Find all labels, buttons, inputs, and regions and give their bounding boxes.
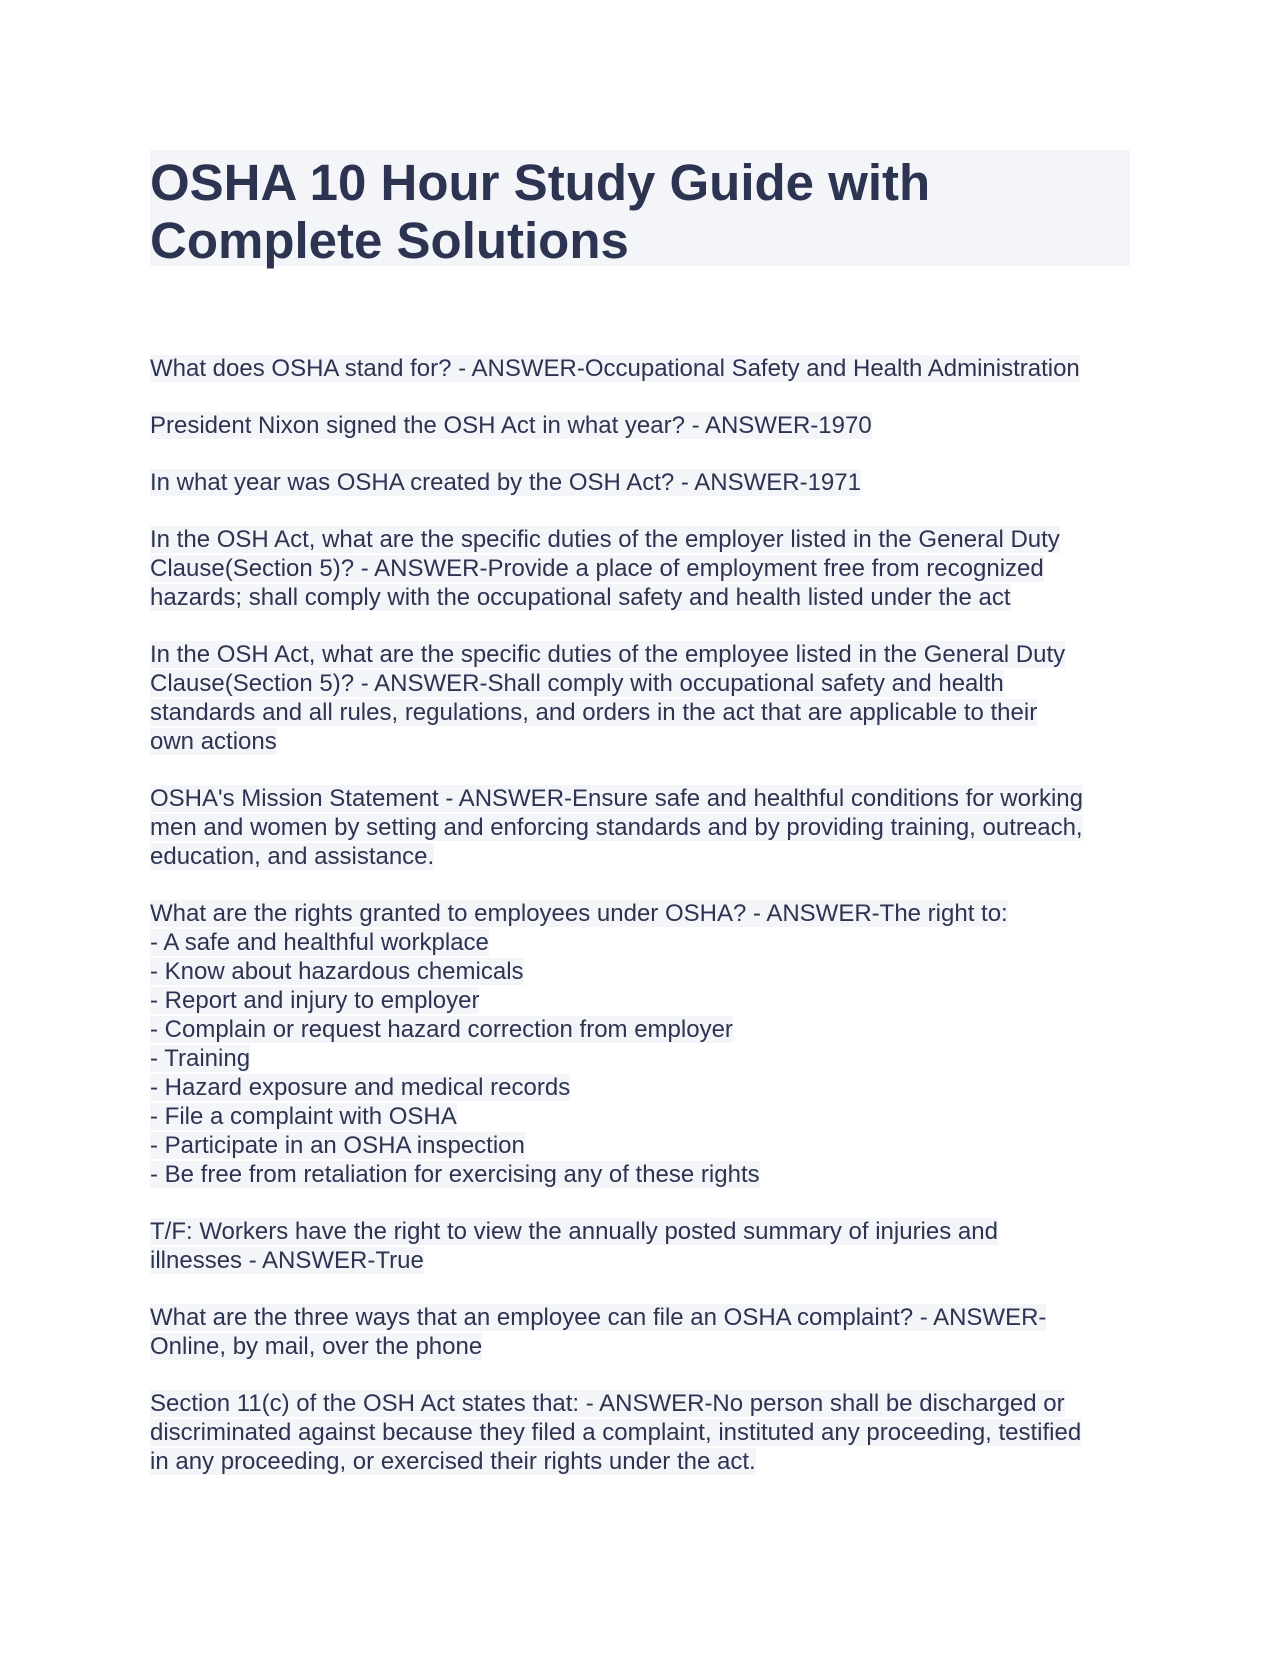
- qa-line: Section 11(c) of the OSH Act states that: - ANSWER-No person shall be discharged or: [150, 1390, 1065, 1417]
- qa-line: - Training: [150, 1045, 251, 1072]
- qa-line: Clause(Section 5)? - ANSWER-Provide a place of employment free from recognized: [150, 555, 1044, 582]
- title-block: [150, 150, 1130, 269]
- qa-item: [150, 899, 1130, 1189]
- qa-item: [150, 354, 1130, 383]
- document-page: [150, 150, 1130, 1504]
- qa-line: - File a complaint with OSHA: [150, 1103, 457, 1130]
- qa-line: own actions: [150, 728, 277, 755]
- qa-line: illnesses - ANSWER-True: [150, 1247, 424, 1274]
- qa-line: discriminated against because they filed a complaint, instituted any proceeding, testified: [150, 1419, 1082, 1446]
- qa-line: - Report and injury to employer: [150, 987, 480, 1014]
- qa-line: What does OSHA stand for? - ANSWER-Occupational Safety and Health Administration: [150, 355, 1080, 382]
- qa-line: - Know about hazardous chemicals: [150, 958, 524, 985]
- qa-line: President Nixon signed the OSH Act in what year? - ANSWER-1970: [150, 412, 872, 439]
- qa-item: [150, 1389, 1130, 1476]
- qa-line: standards and all rules, regulations, and orders in the act that are applicable to their: [150, 699, 1038, 726]
- qa-line: - A safe and healthful workplace: [150, 929, 489, 956]
- qa-line: OSHA's Mission Statement - ANSWER-Ensure safe and healthful conditions for working: [150, 785, 1083, 812]
- qa-line: - Be free from retaliation for exercising any of these rights: [150, 1161, 760, 1188]
- qa-item: [150, 1217, 1130, 1275]
- qa-line: hazards; shall comply with the occupational safety and health listed under the act: [150, 584, 1011, 611]
- qa-line: What are the rights granted to employees under OSHA? - ANSWER-The right to:: [150, 900, 1008, 927]
- qa-item: [150, 411, 1130, 440]
- document-title: OSHA 10 Hour Study Guide with Complete Solutions: [150, 154, 931, 269]
- qa-line: men and women by setting and enforcing standards and by providing training, outreach,: [150, 814, 1083, 841]
- qa-line: Online, by mail, over the phone: [150, 1333, 483, 1360]
- qa-item: [150, 525, 1130, 612]
- qa-line: In the OSH Act, what are the specific duties of the employee listed in the General Duty: [150, 641, 1066, 668]
- qa-item: [150, 468, 1130, 497]
- qa-line: What are the three ways that an employee can file an OSHA complaint? - ANSWER-: [150, 1304, 1047, 1331]
- qa-item: [150, 640, 1130, 756]
- qa-line: Clause(Section 5)? - ANSWER-Shall comply with occupational safety and health: [150, 670, 1004, 697]
- qa-line: In what year was OSHA created by the OSH Act? - ANSWER-1971: [150, 469, 861, 496]
- qa-item: [150, 1303, 1130, 1361]
- qa-item: [150, 784, 1130, 871]
- qa-line: in any proceeding, or exercised their rights under the act.: [150, 1448, 756, 1475]
- qa-line: education, and assistance.: [150, 843, 435, 870]
- qa-line: In the OSH Act, what are the specific duties of the employer listed in the General Duty: [150, 526, 1060, 553]
- qa-line: - Participate in an OSHA inspection: [150, 1132, 525, 1159]
- qa-line: - Hazard exposure and medical records: [150, 1074, 571, 1101]
- qa-list: [150, 354, 1130, 1476]
- qa-line: - Complain or request hazard correction from employer: [150, 1016, 733, 1043]
- qa-line: T/F: Workers have the right to view the annually posted summary of injuries and: [150, 1218, 998, 1245]
